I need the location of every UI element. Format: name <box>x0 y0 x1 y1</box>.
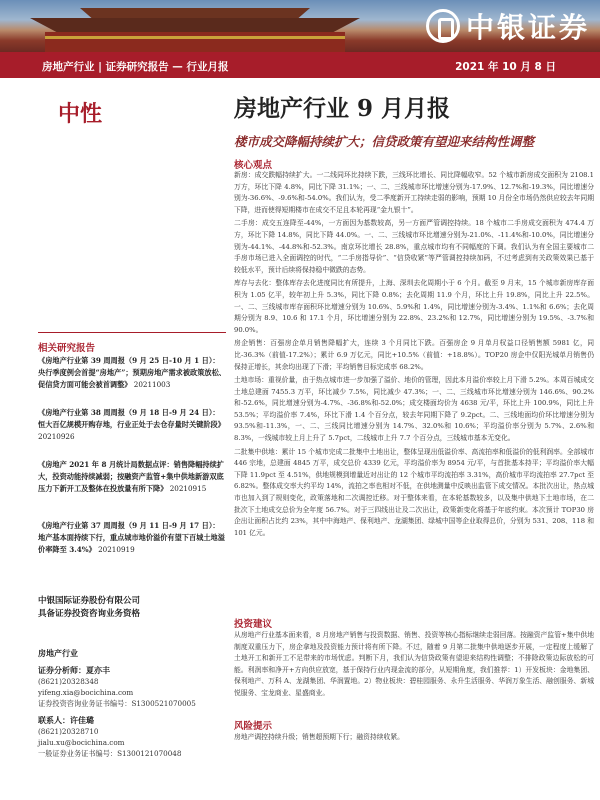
core-paragraph: 库存与去化：整体库存去化进度同比有所提升，上海、深圳去化周期小于 6 个月。截至 9 月末，15 个城市新房库存面积为 1.05 亿平，较年初上升 5.3%，同比下降 0.8%；去化周期 11.9 个月，环比上升 19.8%，同比上升 22.5%。一、二、三线城市库存面积环比增速分别为 10.6%、5.9%和 1.4%，同比增速分别为-3.4%、1.1%和 6.6%；去化周期分别为 8.9、10.6 和 17.1 个月，环比增速分别为 22.8%、23.2%和 12.7%，同比增速分别为 19.5%、-3.7%和 90.0%。 <box>234 279 594 334</box>
core-paragraph: 房企销售：百强房企单月销售降幅扩大，连续 3 个月同比下跌。百强房企 9 月单月权益口径销售额 5981 亿，同比-36.3%（前值-17.2%）；累计 6.9 万亿元，同比+10.5%（前值：+18.8%）。TOP20 房企中仅阳光城单月销售仍保持正增长，其余均出现了下滑；平均销售目标完成率 68.2%。 <box>234 339 594 371</box>
related-heading: 相关研究报告 <box>38 343 96 354</box>
analyst-block <box>38 648 238 759</box>
boci-logo-icon <box>426 9 460 43</box>
company-block <box>38 595 140 621</box>
brand-logo <box>426 6 590 46</box>
risk-heading: 风险提示 <box>234 721 273 732</box>
analyst1-email[interactable]: yifeng.xia@bocichina.com <box>38 688 134 697</box>
report-title: 房地产行业 9 月月报 <box>234 95 451 122</box>
related-title: 《房地产行业第 38 周周报（9 月 18 日-9 月 24 日）：恒大百亿规模开购存地，行业正处于去仓存量时关键阶段》 <box>38 408 225 430</box>
analyst2-cert: 一般证券业务证书编号：S1300121070048 <box>38 749 182 758</box>
related-item <box>38 355 226 392</box>
invest-body <box>234 630 594 702</box>
palace-hall <box>45 32 345 52</box>
company-name: 中银国际证券股份有限公司 <box>38 596 141 606</box>
core-paragraph: 二批集中供地：累计 15 个城市完成二批集中土地出让，整体呈现出低溢价率、高流拍率和低溢价的低利润率。全部城市 446 宗地，总建面 4845 万平，成交总价 4339 亿元，平均溢价率为 8954 元/平，与首批基本持平；平均溢价率大幅下降 11.9pct 至 4.51%，供地规模到增量近对出让的 12 个城市平均流拍率 3.31%，高价城市平均流拍率 27.7pct 至 6.82%。整体成交率大约平均 14%，流拍之率也相对不低，在供地测量中反映出监管下成交情况。本批次出让，热点城市也加入到了规则变化，政策落地和二次调控迁移。对于整体来看，在本轮基数较多，以及集中供地下土地市场，在二批次下土地成交总价为全年度 56.7%。对于三四线出让及二次出让，政策新变化将基于年底约束。本次预计 TOP30 房企出让面积占比约 23%，其中中海地产、保利地产、龙湖集团、绿城中国等企业取得总价，分别为 531、208、118 和 101 亿元。 <box>234 447 594 537</box>
report-category: 房地产行业 | 证券研究报告 — 行业月报 <box>42 61 229 73</box>
core-body <box>234 170 594 541</box>
related-id: 20210919 <box>98 545 135 555</box>
core-paragraph: 土地市场：重视价量，由于热点城市进一步加强了溢价、地价的管理，因此本月溢价率较上月下滑 5.2%。本周百城成交土地总建面 7455.3 万平，环比减少 7.5%，同比减少 47.3%；一、二、三线城市环比增速分别为 146.6%、90.2%和-52.6%，同比增速分别为-4.7%、-36.8%和-52.0%；成交楼面均价为 4638 元/平，环比上升 100.9%，同比上升 53.5%；平均溢价率 7.4%，环比下滑 1.4 个百分点，较去年同期下降了 9.2pct。二、三线地面均价环比增速分别为 93.5%和-11.3%，一、二、三线同比增速分别为 14.7%、32.0%和 10.6%；平均溢价率分别为 5.7%、2.6%和 8.3%，一线城市较上月上升了 5.7pct，二线城市上升 7.7 个百分点，三线城市基本无变化。 <box>234 376 594 443</box>
sector-label: 房地产行业 <box>38 648 78 658</box>
sidebar-divider <box>38 332 226 333</box>
invest-heading: 投资建议 <box>234 619 273 630</box>
company-license: 具备证券投资咨询业务资格 <box>38 609 141 619</box>
analyst1-name: 证券分析师：夏亦丰 <box>38 665 110 675</box>
analyst2-name: 联系人：许佳璐 <box>38 715 94 725</box>
related-id: 20211003 <box>133 380 171 390</box>
related-item <box>38 520 226 557</box>
related-title: 《房地产行业第 37 周周报（9 月 11 日-9 月 17 日）：地产基本面持续下行，重点城市地价溢价有望下百城土地溢价率降至 3.4%》 <box>38 521 225 555</box>
related-title: 《房地产行业第 39 周周报（9 月 25 日-10 月 1 日）：央行季度例会首提“房地产”；预期房地产需求被政策放松、促信贷方面可能会被首调整》 <box>38 356 226 390</box>
invest-paragraph: 从房地产行业基本面来看，8 月房地产销售与投资数据、销售、投资等核心指标继续走弱回落。按融资产监管+集中供地制度双重压力下，房企拿地及投资能力预计将有所下降。不过，随着 9 月第二批集中供地逐步开展，一定程度上缓解了土地开工和新开工不足带来的市场忧虑。判断下月，我们认为信贷政策有望迎来结构性调整；不排除政策边际放松的可能。利润率和净开+方向供应放宽，基于保持行业内现金流的部分，从短期角度，我们推荐：1）开发板块：金地集团、保利地产、万科 A、龙湖集团、华润置地。2）物业板块：碧桂园服务、永升生活服务、华润万象生活、融创服务、新城悦服务、宝龙商业、星盛商业。 <box>234 631 594 697</box>
related-item <box>38 407 226 444</box>
related-id: 20210915 <box>169 484 207 494</box>
risk-paragraph: 房地产调控持续升级；销售超预期下行；融资持续收紧。 <box>234 733 404 741</box>
report-subtitle: 楼市成交降幅持续扩大；信贷政策有望迎来结构性调整 <box>234 134 535 149</box>
core-heading: 核心观点 <box>234 160 273 171</box>
related-id: 20210926 <box>38 432 75 442</box>
category-bar <box>0 52 600 78</box>
analyst2-phone: (8621)20328710 <box>38 727 99 736</box>
related-title: 《房地产 2021 年 8 月统计局数据点评：销售降幅持续扩大，投资动能持续减弱；按融资产监管+集中供地新游双底压力下新开工及整体在投放量有所下降》 <box>38 460 224 494</box>
palace-roof <box>30 18 360 32</box>
rating: 中性 <box>58 102 103 127</box>
report-date: 2021 年 10 月 8 日 <box>455 61 556 73</box>
header-banner <box>0 0 600 52</box>
analyst1-phone: (8621)20328348 <box>38 677 99 686</box>
related-item <box>38 459 226 496</box>
analyst1-cert: 证券投资咨询业务证书编号：S1300521070005 <box>38 699 196 708</box>
brand-name: 中银证券 <box>465 11 590 44</box>
analyst2-email[interactable]: jialu.xu@bocichina.com <box>38 738 125 747</box>
risk-body <box>234 732 594 746</box>
core-paragraph: 二手房：成交五连降至-44%，一方面因为基数较高，另一方面严管调控持续。18 个城市二手房成交面积为 474.4 万方，环比下降 14.8%，同比下降 44.0%。一、二、三线城市环比增速分别为-21.0%、-11.4%和-10.0%，同比增速分别为-44.1%、-44.8%和-52.3%。南京环比增长 28.8%，重点城市均有不同幅度的下调。我们认为有全国主要城市二手房市场已进入全面调控的时代，“二手房指导价”、“信贷收紧”等严管调控持续加码，不过考虑到有关政策效果已基于较低水平，预计后续将保持稳中微跌的态势。 <box>234 219 594 274</box>
core-paragraph: 新房：成交跌幅持续扩大。一二线同环比持续下跌，三线环比增长、同比降幅收窄。52 个城市新房成交面积为 2108.1 万方，环比下降 4.8%，同比下降 31.1%；一、二、三线城市环比增速分别为-17.9%、12.7%和-19.3%，同比增速分别为-36.6%、-9.6%和-54.0%。我们认为，受二季度新开工持续走弱的影响，预期 10 月份全市场仍然供应较去年同期下降，进而使得短期楼市在成交不足且本轮再现“金九银十”。 <box>234 171 594 214</box>
